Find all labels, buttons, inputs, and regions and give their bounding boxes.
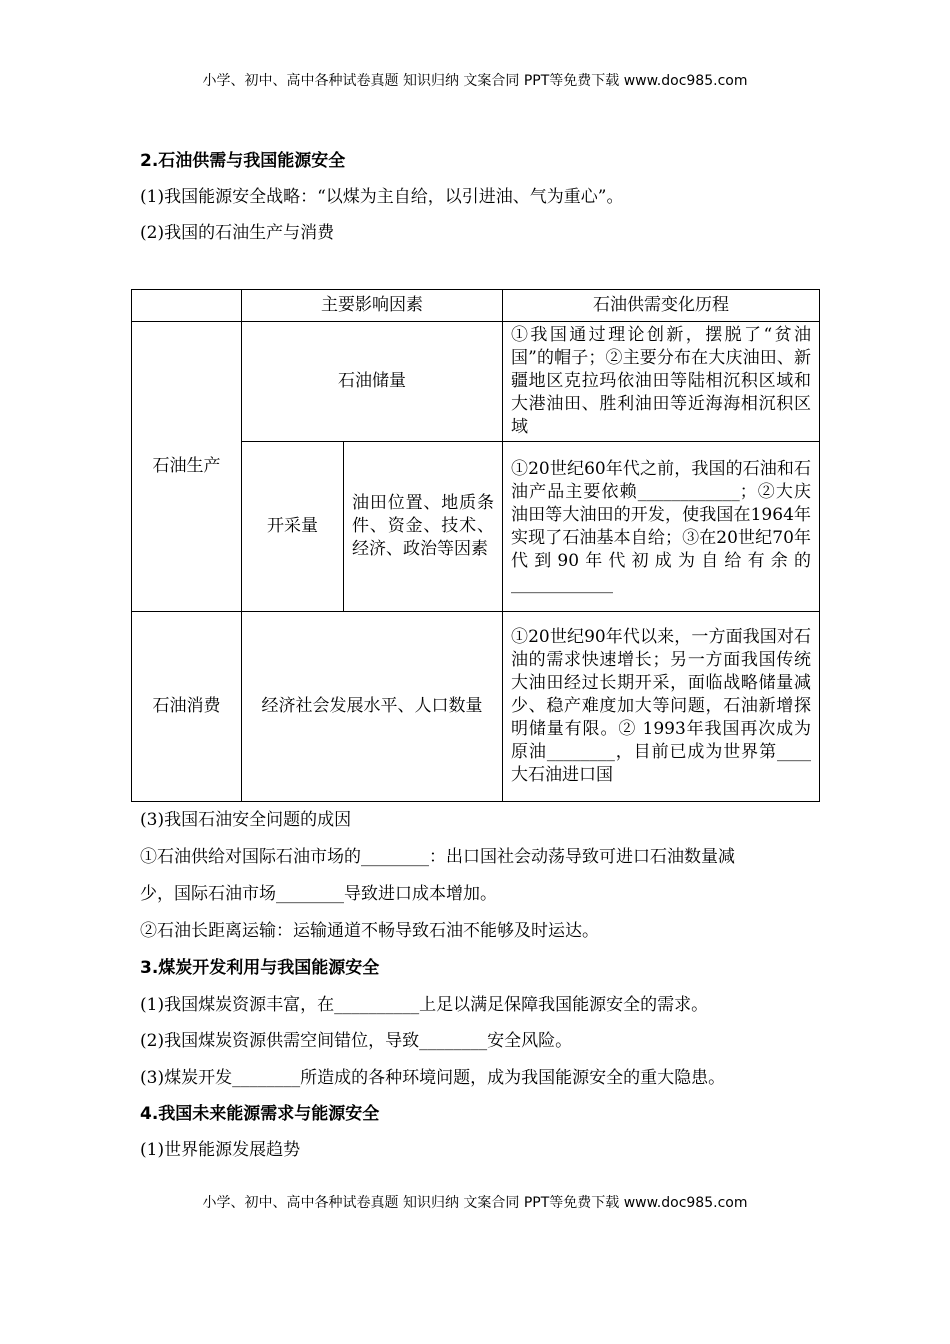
cell-extraction: 开采量: [242, 442, 344, 612]
cell-consumption-history: ①20世纪90年代以来，一方面我国对石油的需求快速增长；另一方面我国传统大油田经过长期开采，面临战略储量减少、稳产难度加大等问题，石油新增探明储量有限。② 1993年我国再次成为原油________，目前已成为世界第____大石油进口国: [503, 612, 820, 802]
cell-extraction-factors: 油田位置、地质条件、资金、技术、经济、政治等因素: [344, 442, 503, 612]
paragraph-dependency-1: ①石油供给对国际石油市场的________：出口国社会动荡导致可进口石油数量减: [140, 847, 735, 867]
header-factor: 主要影响因素: [242, 290, 503, 322]
cell-oil-reserves: 石油储量: [242, 322, 503, 442]
page-header: 小学、初中、高中各种试卷真题 知识归纳 文案合同 PPT等免费下载 www.doc985.com: [202, 73, 748, 89]
section-heading-4: 4.我国未来能源需求与能源安全: [140, 1104, 380, 1124]
paragraph-coal-1: (1)我国煤炭资源丰富，在__________上足以满足保障我国能源安全的需求。: [140, 995, 709, 1015]
row-oil-production: 石油生产: [132, 322, 242, 612]
table-corner-cell: [132, 290, 242, 322]
row-oil-consumption: 石油消费: [132, 612, 242, 802]
paragraph-world-trend: (1)世界能源发展趋势: [140, 1140, 301, 1160]
paragraph-production-consumption: (2)我国的石油生产与消费: [140, 223, 335, 243]
paragraph-coal-2: (2)我国煤炭资源供需空间错位，导致________安全风险。: [140, 1031, 573, 1051]
paragraph-security-causes: (3)我国石油安全问题的成因: [140, 810, 352, 830]
cell-extraction-history: ①20世纪60年代之前，我国的石油和石油产品主要依赖____________；②大庆油田等大油田的开发，使我国在1964年实现了石油基本自给；③在20世纪70年代到90年代初成为自给有余的____________: [503, 442, 820, 612]
paragraph-strategy: (1)我国能源安全战略：“以煤为主自给，以引进油、气为重心”。: [140, 187, 624, 207]
cell-consumption-factor: 经济社会发展水平、人口数量: [242, 612, 503, 802]
cell-reserves-history: ①我国通过理论创新，摆脱了“贫油国”的帽子；②主要分布在大庆油田、新疆地区克拉玛依油田等陆相沉积区域和大港油田、胜利油田等近海海相沉积区域: [503, 322, 820, 442]
paragraph-coal-3: (3)煤炭开发________所造成的各种环境问题，成为我国能源安全的重大隐患。: [140, 1068, 726, 1088]
paragraph-transport: ②石油长距离运输：运输通道不畅导致石油不能够及时运达。: [140, 921, 599, 941]
section-heading-2: 2.石油供需与我国能源安全: [140, 151, 346, 171]
header-history: 石油供需变化历程: [503, 290, 820, 322]
oil-supply-table: [131, 289, 820, 802]
page-footer: 小学、初中、高中各种试卷真题 知识归纳 文案合同 PPT等免费下载 www.doc985.com: [202, 1195, 748, 1211]
paragraph-dependency-2: 少，国际石油市场________导致进口成本增加。: [140, 884, 497, 904]
section-heading-3: 3.煤炭开发利用与我国能源安全: [140, 958, 380, 978]
